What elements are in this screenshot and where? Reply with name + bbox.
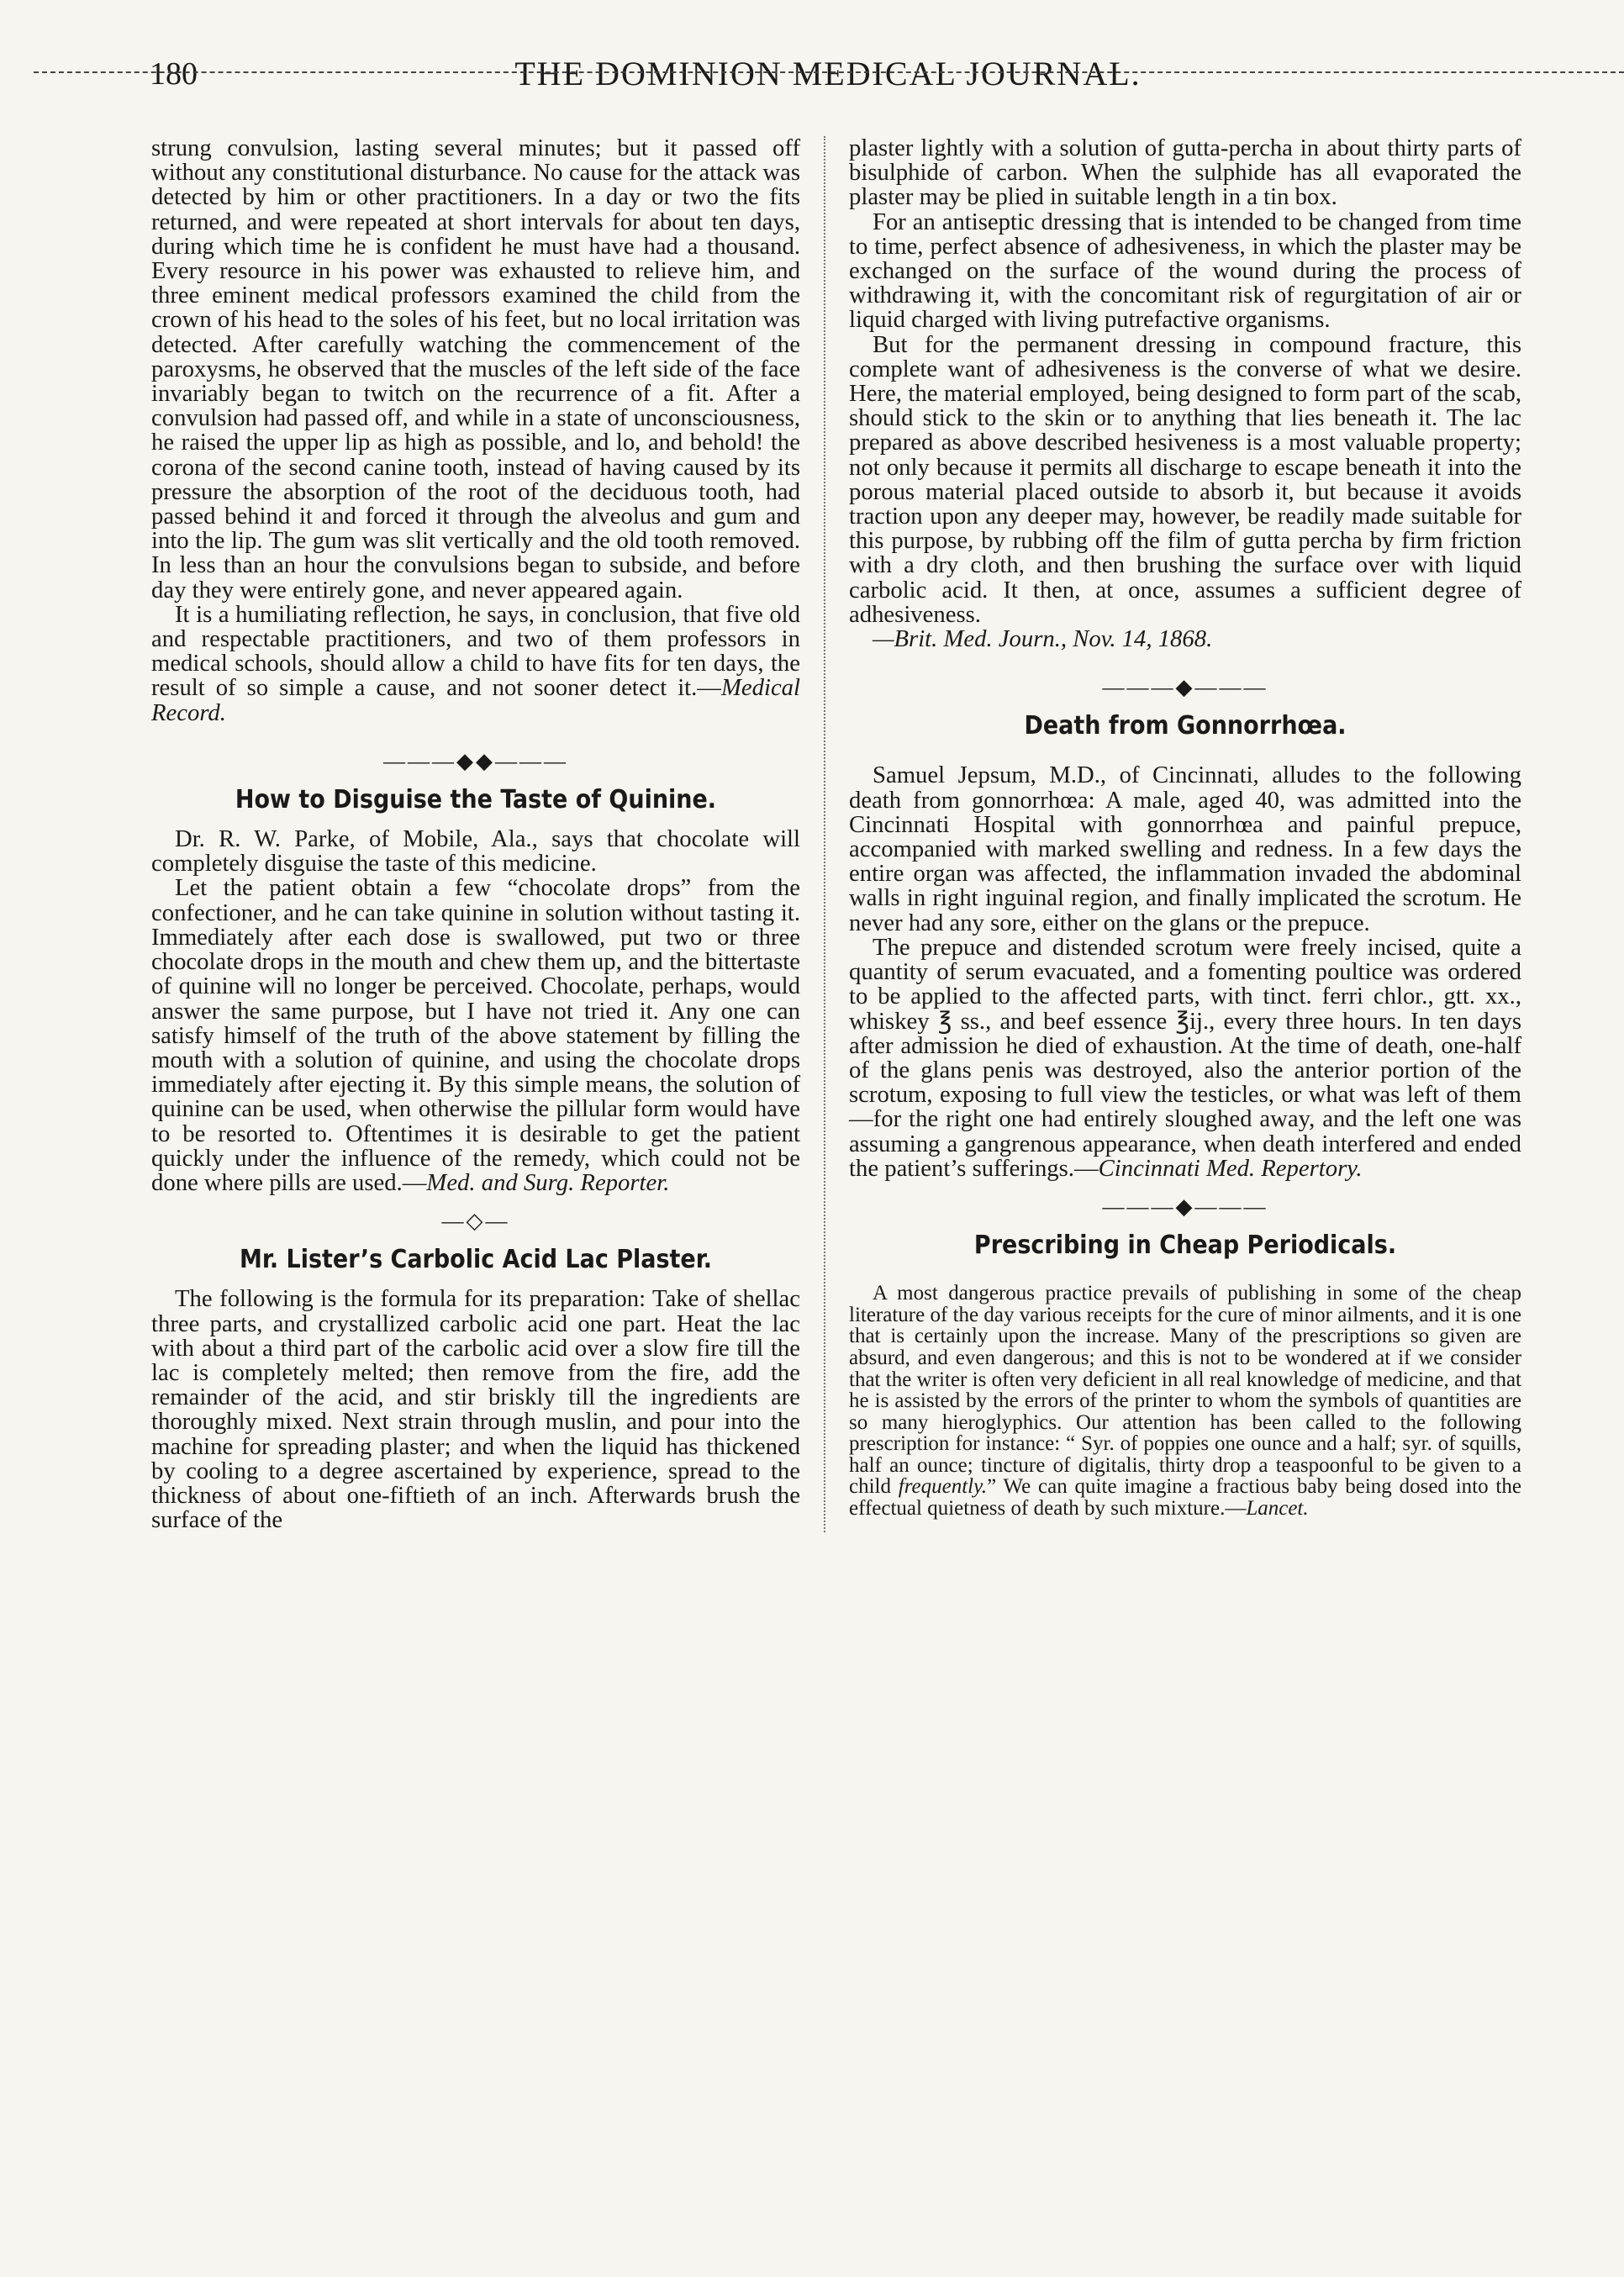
article-heading: How to Disguise the Taste of Quinine.	[235, 784, 717, 814]
source-citation: —Brit. Med. Journ., Nov. 14, 1868.	[873, 625, 1213, 653]
article-heading: Prescribing in Cheap Periodicals.	[973, 1230, 1397, 1260]
article-paragraph: Dr. R. W. Parke, of Mobile, Ala., says that chocolate will completely disguise the taste of this medicine.	[151, 825, 800, 878]
article-paragraph: plaster lightly with a solution of gutta-percha in about thirty parts of bisulphide of carbon. When the sulphide has all evaporated the plaster may be plied in suitable length in a tin box.	[849, 134, 1521, 211]
article-paragraph: For an antiseptic dressing that is intended to be changed from time to time, perfect absence of adhesiveness, in which the plaster may be exchanged on the surface of the wound during the process of withdrawing it, with the concomitant risk of regurgitation of air or liquid charged with living putrefactive organisms.	[849, 208, 1521, 334]
ornament-divider: —◇—	[441, 1209, 510, 1234]
source-citation: Med. and Surg. Reporter.	[426, 1168, 670, 1196]
source-citation: Medical Record.	[151, 674, 800, 726]
text-columns	[151, 136, 1521, 1532]
left-column	[151, 136, 824, 1532]
ornament-divider: ———◆◆———	[383, 748, 568, 773]
article-heading: Death from Gonnorrhœa.	[1024, 711, 1347, 741]
article-heading: Mr. Lister’s Carbolic Acid Lac Plaster.	[239, 1245, 713, 1275]
article-paragraph: Let the patient obtain a few “chocolate drops” from the confectioner, and he can take quinine in solution without tasting it. Immediately after each dose is swallowed, put two or three chocolate drops in the mouth and chew them up, and the bittertaste of quinine will no longer be perceived. Chocolate, perhaps, would answer the same purpose, but I have not tried it. Any one can satisfy himself of the truth of the above statement by filling the mouth with a solution of quinine, and using the chocolate drops immediately after ejecting it. By this simple means, the solution of quinine can be used, when otherwise the pillular form would have to be resorted to. Oftentimes it is desirable to get the patient quickly under the influence of the remedy, which could not be done where pills are used.—Med. and Surg. Reporter.	[151, 874, 800, 1196]
right-column	[824, 136, 1521, 1532]
source-citation: Cincinnati Med. Repertory.	[1098, 1154, 1363, 1182]
ornament-divider: ———◆———	[1102, 675, 1268, 700]
article-paragraph: It is a humiliating reflection, he says, in conclusion, that five old and respectable practitioners, and two of them professors in medical schools, should allow a child to have fits for ten days, the result of so simple a cause, and not sooner detect it.—Medical Record.	[151, 600, 800, 726]
running-title: THE DOMINION MEDICAL JOURNAL.	[514, 55, 1142, 92]
article-paragraph: A most dangerous practice prevails of publishing in some of the cheap literature of the day various receipts for the cure of minor ailments, and it is one that is certainly upon the increase. Many of the prescriptions so given are absurd, and even dangerous; and this is not to be wondered at if we consider that the writer is often very deficient in all real knowledge of medicine, and that he is assisted by the errors of the printer to whom the symbols of quantities are so many hieroglyphics. Our attention has been called to the following prescription for instance: “ Syr. of poppies one ounce and a half; syr. of squills, half an ounce; tincture of digitalis, thirty drop a teaspoonful to be given to a child frequently.” We can quite imagine a fractious baby being dosed into the effectual quietness of death by such mixture.—Lancet.	[849, 1282, 1521, 1521]
source-citation: Lancet.	[1246, 1497, 1309, 1521]
article-paragraph: The following is the formula for its preparation: Take of shellac three parts, and crystallized carbolic acid one part. Heat the lac with about a third part of the carbolic acid over a slow fire till the lac is completely melted; then remove from the fire, add the remainder of the acid, and stir briskly till the ingredients are thoroughly mixed. Next strain through muslin, and pour into the machine for spreading plaster; and when the liquid has thickened by cooling to a degree ascertained by experience, spread to the thickness of about one-fiftieth of an inch. Afterwards brush the surface of the	[151, 1285, 800, 1534]
page-header	[134, 32, 1521, 91]
article-paragraph: Samuel Jepsum, M.D., of Cincinnati, alludes to the following death from gonnorrhœa: A male, aged 40, was admitted into the Cincinnati Hospital with gonnorrhœa and painful prepuce, accompanied with marked swelling and redness. In a few days the entire organ was affected, the inflammation invaded the abdominal walls in right inguinal region, and finally implicated the scrotum. He never had any sore, either on the glans or the prepuce.	[849, 762, 1521, 936]
article-paragraph: The prepuce and distended scrotum were freely incised, quite a quantity of serum evacuated, and a fomenting poultice was ordered to be applied to the affected parts, with tinct. ferri chlor., gtt. xx., whiskey ℥ ss., and beef essence ℥ij., every three hours. In ten days after admission he died of exhaustion. At the time of death, one-half of the glans penis was destroyed, also the anterior portion of the scrotum, exposing to full view the testicles, or what was left of them—for the right one had entirely sloughed away, and the left one was assuming a gangrenous appearance, when death interfered and ended the patient’s sufferings.—Cincinnati Med. Repertory.	[849, 933, 1521, 1182]
article-paragraph: But for the permanent dressing in compound fracture, this complete want of adhesiveness is the converse of what we desire. Here, the material employed, being designed to form part of the scab, should stick to the skin or to anything that lies beneath it. The lac prepared as above described hesiveness is a most valuable property; not only because it permits all discharge to escape beneath it into the porous material placed outside to absorb it, but because it avoids traction upon any deeper may, however, be readily made suitable for this purpose, by rubbing off the film of gutta percha by firm friction with a dry cloth, and then brushing the surface over with liquid carbolic acid. It then, at once, assumes a sufficient degree of adhesiveness.	[849, 330, 1521, 628]
page-number: 180	[150, 56, 198, 92]
article-paragraph: strung convulsion, lasting several minutes; but it passed off without any constitutional disturbance. No cause for the attack was detected by him or other practitioners. In a day or two the fits returned, and were repeated at short intervals for about ten days, during which time he is confident he must have had a thousand. Every resource in his power was exhausted to relieve him, and three eminent medical professors examined the child from the crown of his head to the soles of his feet, but no local irritation was detected. After carefully watching the commencement of the paroxysms, he observed that the muscles of the left side of the face invariably began to twitch on the recurrence of a fit. After a convulsion had passed off, and while in a state of unconsciousness, he raised the upper lip as high as possible, and lo, and behold! the corona of the second canine tooth, instead of having caused by its pressure the absorption of the root of the deciduous tooth, had passed behind it and forced it through the alveolus and gum and into the lip. The gum was slit vertically and the old tooth removed. In less than an hour the convulsions began to subside, and before day they were entirely gone, and never appeared again.	[151, 134, 800, 604]
ornament-divider: ———◆———	[1102, 1194, 1268, 1219]
header-rule	[34, 71, 1624, 73]
